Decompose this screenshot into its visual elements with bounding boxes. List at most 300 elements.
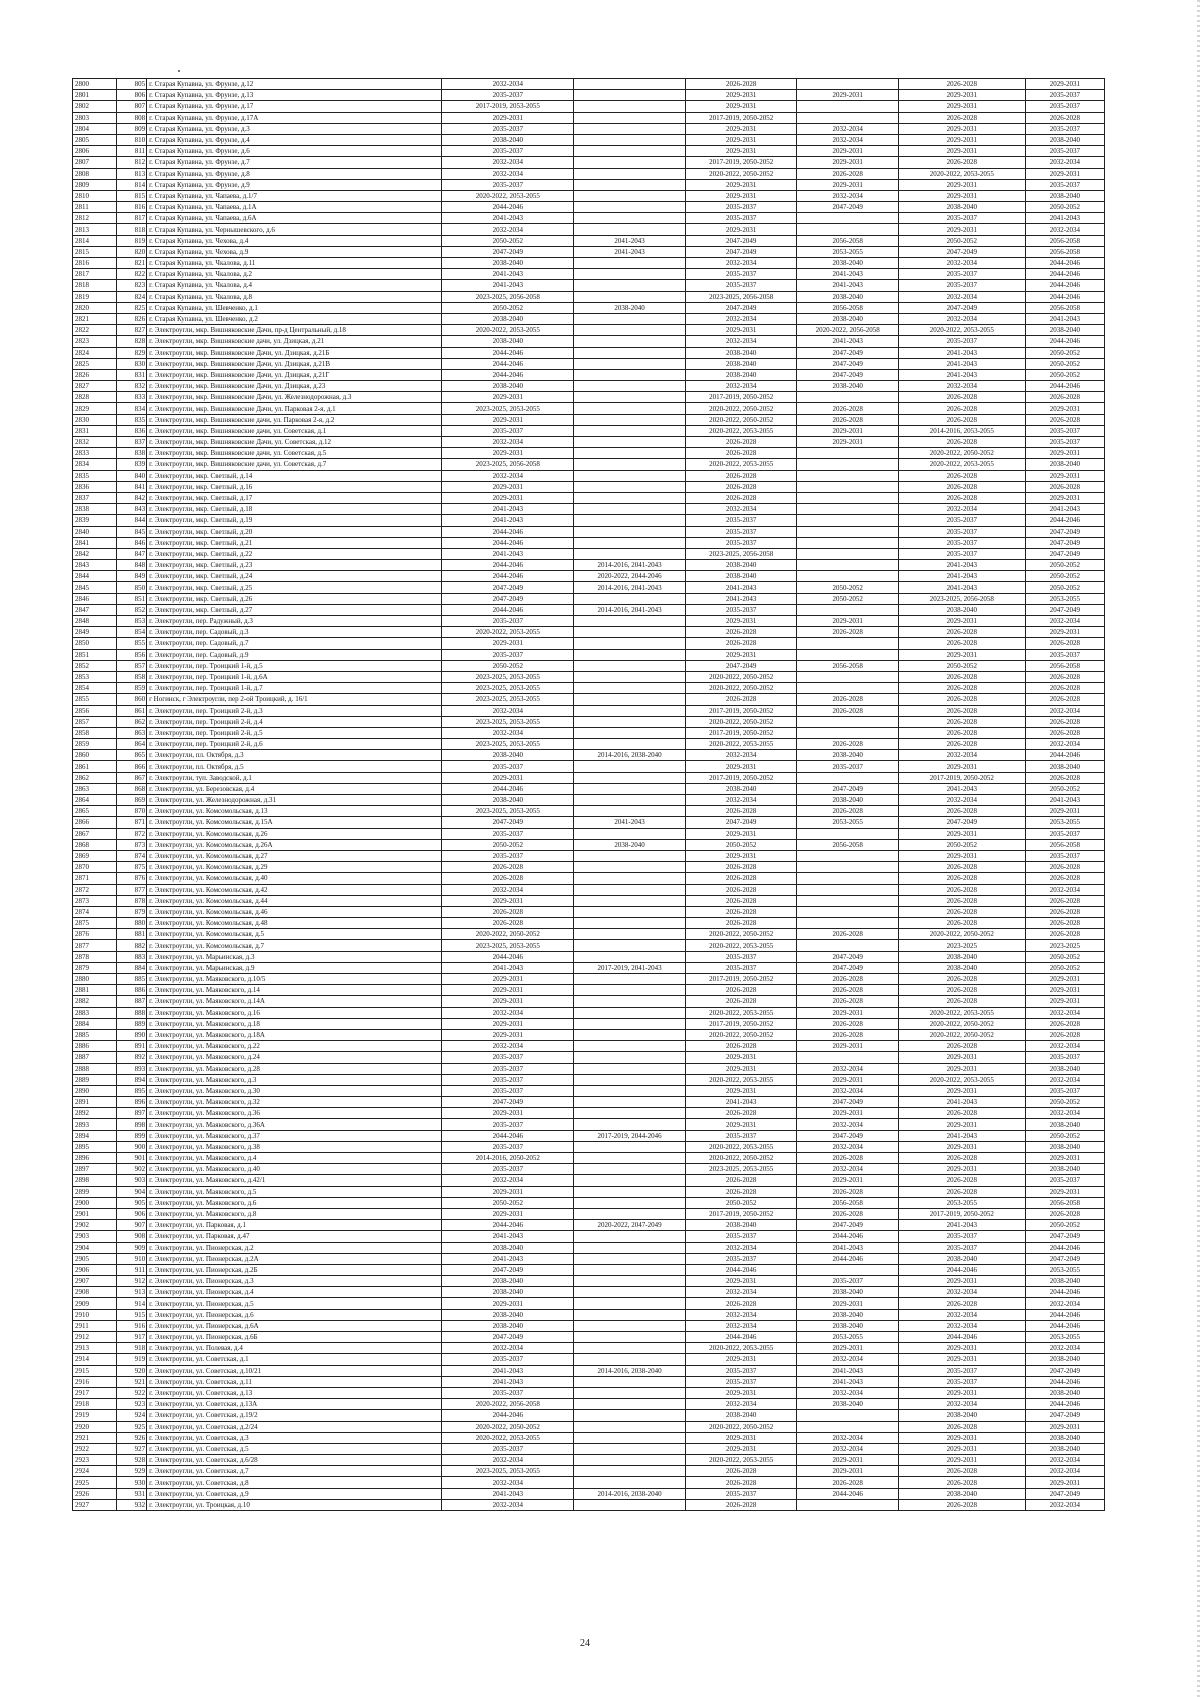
- address-cell: г. Электроугли, ул. Пионерская, д.2А: [147, 1253, 442, 1264]
- term-col-5-cell: 2038-2040: [898, 1253, 1025, 1264]
- term-col-5-cell: 2032-2034: [898, 750, 1025, 761]
- term-col-4-cell: 2029-2031: [797, 90, 898, 101]
- term-col-1-cell: 2041-2043: [442, 280, 574, 291]
- term-col-5-cell: 2035-2037: [898, 537, 1025, 548]
- term-col-6-cell: 2041-2043: [1025, 313, 1104, 324]
- term-col-6-cell: 2044-2046: [1025, 1287, 1104, 1298]
- term-col-4-cell: [797, 481, 898, 492]
- building-number-cell: 829: [116, 347, 146, 358]
- term-col-5-cell: 2029-2031: [898, 1276, 1025, 1287]
- term-col-3-cell: 2026-2028: [685, 873, 797, 884]
- term-col-1-cell: 2020-2022, 2050-2052: [442, 929, 574, 940]
- term-col-6-cell: 2032-2034: [1025, 1466, 1104, 1477]
- term-col-4-cell: 2029-2031: [797, 437, 898, 448]
- table-row: [73, 1186, 1105, 1197]
- term-col-3-cell: 2026-2028: [685, 448, 797, 459]
- term-col-4-cell: 2038-2040: [797, 1287, 898, 1298]
- scan-speck: [178, 70, 180, 72]
- address-cell: г. Электроугли, пл. Октября, д.3: [147, 750, 442, 761]
- term-col-6-cell: 2032-2034: [1025, 739, 1104, 750]
- term-col-6-cell: 2044-2046: [1025, 1309, 1104, 1320]
- building-number-cell: 920: [116, 1365, 146, 1376]
- row-number-cell: 2826: [73, 369, 117, 380]
- term-col-3-cell: 2020-2022, 2053-2055: [685, 1074, 797, 1085]
- row-number-cell: 2825: [73, 358, 117, 369]
- term-col-5-cell: 2029-2031: [898, 101, 1025, 112]
- table-row: [73, 1029, 1105, 1040]
- term-col-5-cell: 2026-2028: [898, 414, 1025, 425]
- term-col-1-cell: 2050-2052: [442, 660, 574, 671]
- term-col-6-cell: 2050-2052: [1025, 783, 1104, 794]
- term-col-6-cell: 2026-2028: [1025, 683, 1104, 694]
- term-col-3-cell: 2029-2031: [685, 190, 797, 201]
- building-number-cell: 872: [116, 828, 146, 839]
- building-number-cell: 921: [116, 1376, 146, 1387]
- address-cell: г. Электроугли, ул. Маяковского, д.14А: [147, 996, 442, 1007]
- table-row: [73, 1108, 1105, 1119]
- term-col-2-cell: [574, 828, 686, 839]
- table-row: [73, 280, 1105, 291]
- term-col-4-cell: 2050-2052: [797, 582, 898, 593]
- table-row: [73, 683, 1105, 694]
- term-col-3-cell: 2017-2019, 2050-2052: [685, 705, 797, 716]
- address-cell: г. Электроугли, мкр. Светлый, д.21: [147, 537, 442, 548]
- term-col-3-cell: 2041-2043: [685, 582, 797, 593]
- term-col-2-cell: 2041-2043: [574, 246, 686, 257]
- term-col-1-cell: 2047-2049: [442, 582, 574, 593]
- building-number-cell: 813: [116, 168, 146, 179]
- building-number-cell: 887: [116, 996, 146, 1007]
- term-col-2-cell: [574, 1141, 686, 1152]
- term-col-2-cell: [574, 1231, 686, 1242]
- term-col-2-cell: [574, 1298, 686, 1309]
- address-cell: г. Электроугли, мкр. Светлый, д.16: [147, 481, 442, 492]
- term-col-4-cell: 2038-2040: [797, 1320, 898, 1331]
- term-col-3-cell: 2035-2037: [685, 962, 797, 973]
- term-col-4-cell: 2026-2028: [797, 414, 898, 425]
- building-number-cell: 900: [116, 1141, 146, 1152]
- address-cell: г. Старая Купавна, ул. Шевченко, д.2: [147, 313, 442, 324]
- term-col-2-cell: [574, 974, 686, 985]
- term-col-2-cell: [574, 157, 686, 168]
- table-row: [73, 873, 1105, 884]
- term-col-1-cell: 2038-2040: [442, 1287, 574, 1298]
- table-row: [73, 627, 1105, 638]
- term-col-2-cell: 2014-2016, 2041-2043: [574, 582, 686, 593]
- row-number-cell: 2861: [73, 761, 117, 772]
- term-col-5-cell: 2038-2040: [898, 1410, 1025, 1421]
- table-row: [73, 705, 1105, 716]
- row-number-cell: 2859: [73, 739, 117, 750]
- row-number-cell: 2871: [73, 873, 117, 884]
- term-col-4-cell: 2047-2049: [797, 1220, 898, 1231]
- term-col-6-cell: 2044-2046: [1025, 336, 1104, 347]
- table-row: [73, 1074, 1105, 1085]
- building-number-cell: 873: [116, 839, 146, 850]
- term-col-6-cell: 2032-2034: [1025, 1007, 1104, 1018]
- term-col-4-cell: 2032-2034: [797, 1387, 898, 1398]
- term-col-1-cell: 2029-2031: [442, 974, 574, 985]
- term-col-1-cell: 2029-2031: [442, 448, 574, 459]
- term-col-5-cell: 2038-2040: [898, 1488, 1025, 1499]
- term-col-4-cell: 2032-2034: [797, 1432, 898, 1443]
- term-col-3-cell: 2026-2028: [685, 437, 797, 448]
- term-col-4-cell: 2047-2049: [797, 347, 898, 358]
- schedule-table-container: [72, 78, 1105, 1511]
- term-col-4-cell: 2026-2028: [797, 806, 898, 817]
- table-row: [73, 850, 1105, 861]
- term-col-3-cell: 2044-2046: [685, 1332, 797, 1343]
- term-col-1-cell: 2032-2034: [442, 157, 574, 168]
- term-col-4-cell: [797, 492, 898, 503]
- term-col-6-cell: 2044-2046: [1025, 381, 1104, 392]
- address-cell: г. Электроугли, пер. Садовый, д.3: [147, 627, 442, 638]
- row-number-cell: 2910: [73, 1309, 117, 1320]
- table-row: [73, 1007, 1105, 1018]
- table-row: [73, 1399, 1105, 1410]
- address-cell: г. Электроугли, ул. Комсомольская, д.26: [147, 828, 442, 839]
- term-col-2-cell: [574, 694, 686, 705]
- address-cell: г. Старая Купавна, ул. Фрунзе, д.9: [147, 179, 442, 190]
- term-col-1-cell: 2032-2034: [442, 1343, 574, 1354]
- term-col-2-cell: [574, 1052, 686, 1063]
- term-col-6-cell: 2026-2028: [1025, 929, 1104, 940]
- row-number-cell: 2892: [73, 1108, 117, 1119]
- table-row: [73, 1365, 1105, 1376]
- building-number-cell: 870: [116, 806, 146, 817]
- table-row: [73, 1298, 1105, 1309]
- building-number-cell: 837: [116, 437, 146, 448]
- table-row: [73, 571, 1105, 582]
- term-col-2-cell: [574, 1399, 686, 1410]
- table-row: [73, 1332, 1105, 1343]
- address-cell: г. Электроугли, мкр. Светлый, д.26: [147, 593, 442, 604]
- building-number-cell: 930: [116, 1477, 146, 1488]
- row-number-cell: 2888: [73, 1063, 117, 1074]
- table-row: [73, 1063, 1105, 1074]
- address-cell: г. Старая Купавна, ул. Фрунзе, д.7: [147, 157, 442, 168]
- address-cell: г. Электроугли, ул. Комсомольская, д.48: [147, 918, 442, 929]
- table-row: [73, 313, 1105, 324]
- term-col-5-cell: 2041-2043: [898, 347, 1025, 358]
- term-col-2-cell: [574, 727, 686, 738]
- term-col-5-cell: 2029-2031: [898, 146, 1025, 157]
- term-col-4-cell: 2038-2040: [797, 381, 898, 392]
- row-number-cell: 2875: [73, 918, 117, 929]
- building-number-cell: 895: [116, 1085, 146, 1096]
- term-col-2-cell: 2014-2016, 2038-2040: [574, 1365, 686, 1376]
- term-col-2-cell: 2020-2022, 2044-2046: [574, 571, 686, 582]
- term-col-5-cell: 2026-2028: [898, 884, 1025, 895]
- address-cell: г. Электроугли, мкр. Вишняковские Дачи, ул. Дзицкая, д.23: [147, 381, 442, 392]
- building-number-cell: 902: [116, 1164, 146, 1175]
- term-col-1-cell: 2035-2037: [442, 1164, 574, 1175]
- term-col-2-cell: [574, 101, 686, 112]
- building-number-cell: 842: [116, 492, 146, 503]
- term-col-4-cell: [797, 459, 898, 470]
- term-col-6-cell: 2035-2037: [1025, 850, 1104, 861]
- row-number-cell: 2876: [73, 929, 117, 940]
- building-number-cell: 818: [116, 224, 146, 235]
- term-col-1-cell: 2050-2052: [442, 1197, 574, 1208]
- building-number-cell: 827: [116, 325, 146, 336]
- term-col-1-cell: 2029-2031: [442, 492, 574, 503]
- term-col-2-cell: [574, 1264, 686, 1275]
- row-number-cell: 2831: [73, 425, 117, 436]
- term-col-2-cell: [574, 1320, 686, 1331]
- term-col-5-cell: 2026-2028: [898, 112, 1025, 123]
- table-row: [73, 1443, 1105, 1454]
- term-col-6-cell: 2038-2040: [1025, 1387, 1104, 1398]
- term-col-2-cell: [574, 1097, 686, 1108]
- term-col-1-cell: 2023-2025, 2053-2055: [442, 403, 574, 414]
- table-row: [73, 79, 1105, 90]
- term-col-6-cell: 2026-2028: [1025, 772, 1104, 783]
- address-cell: г. Электроугли, ул. Полевая, д.4: [147, 1343, 442, 1354]
- table-row: [73, 1477, 1105, 1488]
- term-col-2-cell: [574, 112, 686, 123]
- term-col-4-cell: 2056-2058: [797, 1197, 898, 1208]
- term-col-3-cell: 2032-2034: [685, 1309, 797, 1320]
- term-col-1-cell: 2017-2019, 2053-2055: [442, 101, 574, 112]
- table-row: [73, 582, 1105, 593]
- term-col-5-cell: 2053-2055: [898, 1197, 1025, 1208]
- building-number-cell: 909: [116, 1242, 146, 1253]
- term-col-3-cell: 2035-2037: [685, 202, 797, 213]
- building-number-cell: 860: [116, 694, 146, 705]
- term-col-6-cell: 2050-2052: [1025, 1220, 1104, 1231]
- term-col-3-cell: 2035-2037: [685, 537, 797, 548]
- address-cell: г. Электроугли, ул. Марьинская, д.9: [147, 962, 442, 973]
- term-col-6-cell: 2047-2049: [1025, 1231, 1104, 1242]
- term-col-6-cell: 2044-2046: [1025, 269, 1104, 280]
- term-col-1-cell: 2029-2031: [442, 985, 574, 996]
- term-col-2-cell: [574, 940, 686, 951]
- term-col-5-cell: 2029-2031: [898, 1141, 1025, 1152]
- term-col-2-cell: [574, 705, 686, 716]
- table-row: [73, 649, 1105, 660]
- row-number-cell: 2802: [73, 101, 117, 112]
- table-row: [73, 727, 1105, 738]
- term-col-6-cell: 2029-2031: [1025, 1153, 1104, 1164]
- row-number-cell: 2827: [73, 381, 117, 392]
- term-col-6-cell: 2047-2049: [1025, 548, 1104, 559]
- table-row: [73, 1410, 1105, 1421]
- term-col-1-cell: 2035-2037: [442, 1052, 574, 1063]
- term-col-3-cell: 2026-2028: [685, 1499, 797, 1510]
- table-row: [73, 906, 1105, 917]
- term-col-4-cell: 2029-2031: [797, 146, 898, 157]
- address-cell: г. Электроугли, пер. Садовый, д.9: [147, 649, 442, 660]
- term-col-4-cell: 2029-2031: [797, 1455, 898, 1466]
- term-col-4-cell: 2029-2031: [797, 1298, 898, 1309]
- building-number-cell: 810: [116, 134, 146, 145]
- term-col-6-cell: 2029-2031: [1025, 996, 1104, 1007]
- term-col-1-cell: 2050-2052: [442, 302, 574, 313]
- row-number-cell: 2924: [73, 1466, 117, 1477]
- term-col-3-cell: 2026-2028: [685, 470, 797, 481]
- term-col-2-cell: [574, 336, 686, 347]
- address-cell: г. Электроугли, пер. Троицкий 2-й, д.5: [147, 727, 442, 738]
- building-number-cell: 913: [116, 1287, 146, 1298]
- table-row: [73, 671, 1105, 682]
- address-cell: г. Электроугли, мкр. Вишняковские дачи, ул. Парковая 2-я, д.2: [147, 414, 442, 425]
- row-number-cell: 2855: [73, 694, 117, 705]
- term-col-3-cell: 2044-2046: [685, 1264, 797, 1275]
- term-col-3-cell: 2020-2022, 2050-2052: [685, 414, 797, 425]
- term-col-4-cell: [797, 727, 898, 738]
- term-col-2-cell: [574, 918, 686, 929]
- term-col-6-cell: 2026-2028: [1025, 716, 1104, 727]
- term-col-3-cell: 2041-2043: [685, 1097, 797, 1108]
- building-number-cell: 925: [116, 1421, 146, 1432]
- term-col-1-cell: 2032-2034: [442, 884, 574, 895]
- table-row: [73, 381, 1105, 392]
- term-col-1-cell: 2047-2049: [442, 1097, 574, 1108]
- address-cell: г. Электроугли, мкр. Светлый, д.18: [147, 504, 442, 515]
- term-col-5-cell: 2026-2028: [898, 1421, 1025, 1432]
- term-col-4-cell: 2041-2043: [797, 1242, 898, 1253]
- row-number-cell: 2817: [73, 269, 117, 280]
- row-number-cell: 2833: [73, 448, 117, 459]
- building-number-cell: 809: [116, 123, 146, 134]
- building-number-cell: 918: [116, 1343, 146, 1354]
- term-col-5-cell: 2026-2028: [898, 996, 1025, 1007]
- term-col-1-cell: 2047-2049: [442, 817, 574, 828]
- term-col-1-cell: 2023-2025, 2056-2058: [442, 291, 574, 302]
- table-row: [73, 325, 1105, 336]
- table-row: [73, 1197, 1105, 1208]
- building-number-cell: 919: [116, 1354, 146, 1365]
- term-col-4-cell: 2041-2043: [797, 1365, 898, 1376]
- term-col-2-cell: 2014-2016, 2038-2040: [574, 1488, 686, 1499]
- address-cell: г. Электроугли, ул. Маяковского, д.14: [147, 985, 442, 996]
- term-col-6-cell: 2023-2025: [1025, 940, 1104, 951]
- row-number-cell: 2808: [73, 168, 117, 179]
- term-col-6-cell: 2038-2040: [1025, 1443, 1104, 1454]
- term-col-5-cell: 2026-2028: [898, 392, 1025, 403]
- term-col-5-cell: 2029-2031: [898, 1085, 1025, 1096]
- address-cell: г. Электроугли, ул. Маяковского, д.38: [147, 1141, 442, 1152]
- row-number-cell: 2818: [73, 280, 117, 291]
- term-col-6-cell: 2035-2037: [1025, 1052, 1104, 1063]
- address-cell: г. Электроугли, ул. Комсомольская, д.13: [147, 806, 442, 817]
- row-number-cell: 2921: [73, 1432, 117, 1443]
- term-col-5-cell: 2032-2034: [898, 1399, 1025, 1410]
- term-col-3-cell: 2029-2031: [685, 101, 797, 112]
- term-col-1-cell: 2035-2037: [442, 1063, 574, 1074]
- address-cell: г. Электроугли, мкр. Вишняковские Дачи, ул. Железнодорожная, д.3: [147, 392, 442, 403]
- term-col-2-cell: [574, 470, 686, 481]
- row-number-cell: 2904: [73, 1242, 117, 1253]
- term-col-3-cell: 2029-2031: [685, 123, 797, 134]
- term-col-6-cell: 2026-2028: [1025, 481, 1104, 492]
- term-col-3-cell: 2032-2034: [685, 336, 797, 347]
- term-col-2-cell: [574, 1085, 686, 1096]
- term-col-6-cell: 2029-2031: [1025, 806, 1104, 817]
- term-col-4-cell: 2038-2040: [797, 750, 898, 761]
- term-col-5-cell: 2035-2037: [898, 1231, 1025, 1242]
- building-number-cell: 828: [116, 336, 146, 347]
- term-col-6-cell: 2029-2031: [1025, 627, 1104, 638]
- term-col-4-cell: 2032-2034: [797, 1443, 898, 1454]
- building-number-cell: 899: [116, 1130, 146, 1141]
- term-col-6-cell: 2035-2037: [1025, 649, 1104, 660]
- row-number-cell: 2840: [73, 526, 117, 537]
- term-col-4-cell: [797, 504, 898, 515]
- term-col-2-cell: [574, 369, 686, 380]
- address-cell: г. Электроугли, пл. Октября, д.5: [147, 761, 442, 772]
- term-col-4-cell: 2026-2028: [797, 1208, 898, 1219]
- row-number-cell: 2898: [73, 1175, 117, 1186]
- term-col-5-cell: 2026-2028: [898, 683, 1025, 694]
- term-col-3-cell: 2035-2037: [685, 1253, 797, 1264]
- building-number-cell: 865: [116, 750, 146, 761]
- table-row: [73, 795, 1105, 806]
- term-col-1-cell: 2032-2034: [442, 79, 574, 90]
- term-col-1-cell: 2035-2037: [442, 1387, 574, 1398]
- term-col-6-cell: 2032-2034: [1025, 1499, 1104, 1510]
- term-col-6-cell: 2041-2043: [1025, 795, 1104, 806]
- row-number-cell: 2849: [73, 627, 117, 638]
- term-col-4-cell: [797, 224, 898, 235]
- building-number-cell: 830: [116, 358, 146, 369]
- term-col-3-cell: 2020-2022, 2053-2055: [685, 1455, 797, 1466]
- row-number-cell: 2812: [73, 213, 117, 224]
- term-col-1-cell: 2038-2040: [442, 750, 574, 761]
- term-col-4-cell: 2044-2046: [797, 1231, 898, 1242]
- building-number-cell: 855: [116, 638, 146, 649]
- term-col-6-cell: 2050-2052: [1025, 582, 1104, 593]
- row-number-cell: 2837: [73, 492, 117, 503]
- building-number-cell: 884: [116, 962, 146, 973]
- row-number-cell: 2836: [73, 481, 117, 492]
- term-col-1-cell: 2023-2025, 2053-2055: [442, 806, 574, 817]
- term-col-1-cell: 2044-2046: [442, 526, 574, 537]
- term-col-3-cell: 2026-2028: [685, 638, 797, 649]
- term-col-3-cell: 2029-2031: [685, 828, 797, 839]
- row-number-cell: 2873: [73, 895, 117, 906]
- table-row: [73, 839, 1105, 850]
- address-cell: г. Электроугли, ул. Пионерская, д.6А: [147, 1320, 442, 1331]
- address-cell: г. Старая Купавна, ул. Фрунзе, д.8: [147, 168, 442, 179]
- term-col-5-cell: 2029-2031: [898, 134, 1025, 145]
- term-col-5-cell: 2029-2031: [898, 90, 1025, 101]
- term-col-1-cell: 2014-2016, 2050-2052: [442, 1153, 574, 1164]
- table-row: [73, 470, 1105, 481]
- term-col-2-cell: [574, 381, 686, 392]
- term-col-4-cell: 2047-2049: [797, 202, 898, 213]
- row-number-cell: 2914: [73, 1354, 117, 1365]
- term-col-2-cell: 2014-2016, 2038-2040: [574, 750, 686, 761]
- term-col-5-cell: 2029-2031: [898, 1432, 1025, 1443]
- term-col-5-cell: 2035-2037: [898, 280, 1025, 291]
- address-cell: г. Электроугли, ул. Советская, д.7: [147, 1466, 442, 1477]
- table-row: [73, 996, 1105, 1007]
- term-col-3-cell: 2017-2019, 2050-2052: [685, 772, 797, 783]
- term-col-5-cell: 2047-2049: [898, 246, 1025, 257]
- address-cell: г. Электроугли, пер. Садовый, д.7: [147, 638, 442, 649]
- term-col-4-cell: 2029-2031: [797, 1466, 898, 1477]
- building-number-cell: 875: [116, 862, 146, 873]
- term-col-6-cell: 2038-2040: [1025, 1141, 1104, 1152]
- term-col-3-cell: 2035-2037: [685, 213, 797, 224]
- building-number-cell: 839: [116, 459, 146, 470]
- table-row: [73, 492, 1105, 503]
- address-cell: г. Электроугли, ул. Маяковского, д.36А: [147, 1119, 442, 1130]
- term-col-3-cell: 2032-2034: [685, 1320, 797, 1331]
- term-col-2-cell: [574, 1164, 686, 1175]
